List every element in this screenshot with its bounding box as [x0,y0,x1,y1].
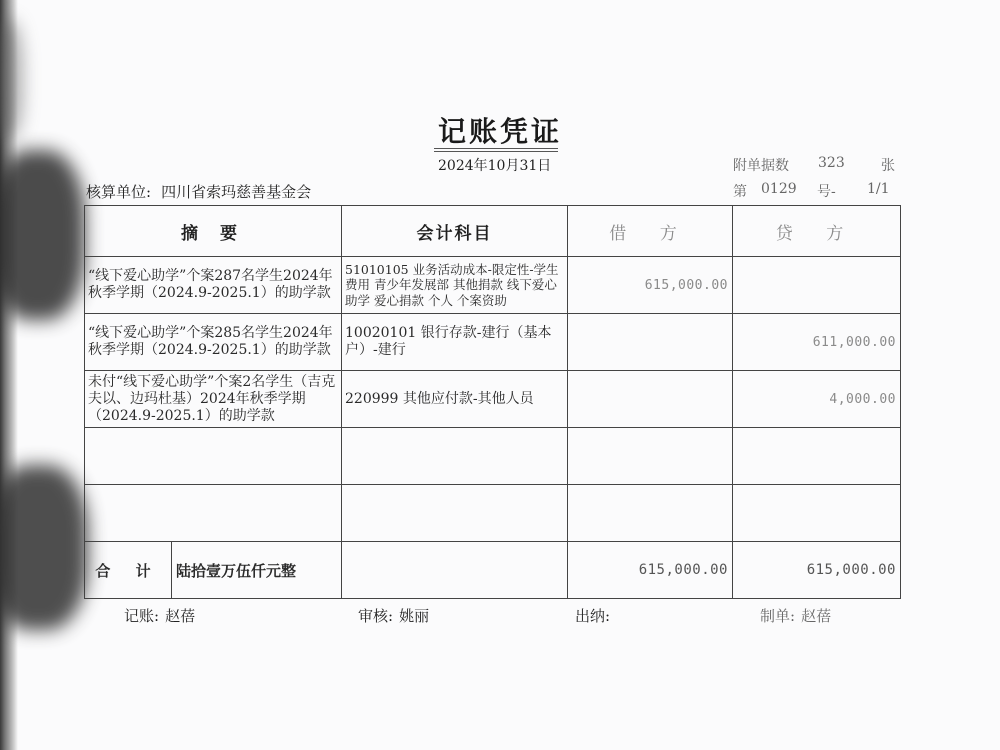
table-row [85,371,901,428]
row-debit: 615,000.00 [568,257,733,314]
title-underline [434,148,558,149]
preparer-label: 制单: [760,607,796,625]
header-credit: 贷 方 [733,206,901,257]
total-row [85,542,901,599]
row-summary: “线下爱心助学”个案287名学生2024年秋季学期（2024.9-2025.1）的助学款 [85,257,342,314]
reviewer-name: 姚丽 [399,607,430,625]
unit-name: 四川省索玛慈善基金会 [161,183,312,201]
cashier-label: 出纳: [575,607,611,625]
empty-cell [568,428,733,485]
row-credit: 611,000.00 [733,314,901,371]
row-credit [733,257,901,314]
bookkeeper-label: 记账: [124,607,160,625]
voucher-title: 记账凭证 [437,115,562,148]
reviewer-field [358,605,429,626]
attachments-label: 附单据数 [733,158,789,174]
table-header-row [85,206,901,257]
attachments-info [733,155,895,175]
bookkeeper-name: 赵蓓 [165,607,196,625]
total-debit: 615,000.00 [568,542,733,599]
scan-smudge [0,150,85,320]
bookkeeper-field [124,605,195,626]
total-in-words: 陆拾壹万伍仟元整 [176,561,297,580]
unit-label: 核算单位: [86,183,152,201]
accounting-unit [86,181,311,202]
table-row-empty [85,485,901,542]
voucher-number: 0129 [761,181,797,197]
number-suffix: 号- [817,184,836,200]
empty-cell [85,485,342,542]
total-account-cell [342,542,568,599]
header-debit: 借 方 [568,206,733,257]
row-credit: 4,000.00 [733,371,901,428]
title-underline [434,151,558,152]
total-credit: 615,000.00 [733,542,901,599]
row-debit [568,371,733,428]
row-account: 10020101 银行存款-建行（基本户）-建行 [342,314,568,371]
table-row [85,314,901,371]
reviewer-label: 审核: [358,607,394,625]
row-account: 51010105 业务活动成本-限定性-学生费用 青少年发展部 其他捐款 线下爱心助学 爱心捐款 个人 个案资助 [342,257,568,314]
voucher-table [84,205,901,599]
empty-cell [342,485,568,542]
scan-smudge [0,465,88,630]
total-cell [85,542,342,599]
preparer-field [760,605,831,626]
table-row-empty [85,428,901,485]
table-row [85,257,901,314]
header-account: 会计科目 [342,206,568,257]
preparer-name: 赵蓓 [801,607,832,625]
row-account: 220999 其他应付款-其他人员 [342,371,568,428]
empty-cell [342,428,568,485]
row-debit [568,314,733,371]
empty-cell [568,485,733,542]
number-prefix: 第 [733,184,747,200]
row-summary: 未付“线下爱心助学”个案2名学生（吉克夫以、边玛杜基）2024年秋季学期（2024.9-2025.1）的助学款 [85,371,342,428]
attachments-count: 323 [818,155,845,171]
header-summary: 摘 要 [85,206,342,257]
total-label: 合 计 [85,542,172,598]
empty-cell [733,485,901,542]
voucher-date: 2024年10月31日 [438,158,552,174]
empty-cell [733,428,901,485]
voucher-page: 1/1 [867,181,890,197]
cashier-field [575,605,616,626]
row-summary: “线下爱心助学”个案285名学生2024年秋季学期（2024.9-2025.1）的助学款 [85,314,342,371]
empty-cell [85,428,342,485]
attachments-unit: 张 [881,158,895,174]
